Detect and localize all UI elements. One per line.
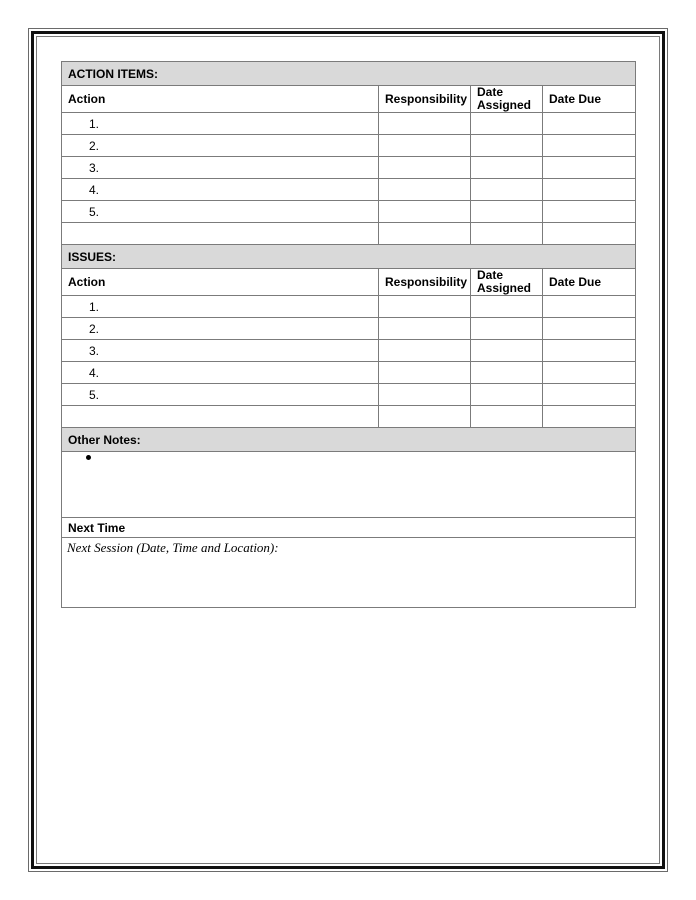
issue-date-due-cell[interactable] <box>543 296 636 318</box>
action-item-blank-cell[interactable] <box>471 223 543 245</box>
action-item-blank-row <box>62 223 636 245</box>
next-session-prompt: Next Session (Date, Time and Location): <box>67 540 279 555</box>
action-item-blank-cell[interactable] <box>62 223 379 245</box>
action-item-date-due-cell[interactable] <box>543 201 636 223</box>
date-due-column-header: Date Due <box>543 86 636 113</box>
issue-blank-cell[interactable] <box>471 406 543 428</box>
issues-date-assigned-column-header <box>471 269 543 296</box>
issues-date-assigned-line-1: Date <box>477 268 504 282</box>
action-item-date-due-cell[interactable] <box>543 157 636 179</box>
action-item-responsibility-cell[interactable] <box>379 179 471 201</box>
action-item-responsibility-cell[interactable] <box>379 157 471 179</box>
issue-date-due-cell[interactable] <box>543 362 636 384</box>
responsibility-column-header: Responsibility <box>379 86 471 113</box>
other-notes-body-row <box>62 452 636 518</box>
action-item-row <box>62 201 636 223</box>
action-item-row <box>62 113 636 135</box>
other-notes-header-row <box>62 428 636 452</box>
action-item-blank-cell[interactable] <box>543 223 636 245</box>
issue-responsibility-cell[interactable] <box>379 318 471 340</box>
issue-responsibility-cell[interactable] <box>379 340 471 362</box>
action-item-number: 3. <box>62 157 379 179</box>
action-item-date-due-cell[interactable] <box>543 113 636 135</box>
next-time-title: Next Time <box>62 518 636 538</box>
issue-date-assigned-cell[interactable] <box>471 340 543 362</box>
issues-action-column-header: Action <box>62 269 379 296</box>
action-item-responsibility-cell[interactable] <box>379 113 471 135</box>
issues-date-due-column-header: Date Due <box>543 269 636 296</box>
issue-date-due-cell[interactable] <box>543 340 636 362</box>
issues-date-assigned-line-2: Assigned <box>477 281 532 295</box>
action-item-number: 1. <box>62 113 379 135</box>
issues-responsibility-column-header: Responsibility <box>379 269 471 296</box>
issue-date-due-cell[interactable] <box>543 384 636 406</box>
action-items-column-header-row <box>62 86 636 113</box>
bullet-icon <box>86 455 91 460</box>
issues-title: ISSUES: <box>62 245 636 269</box>
issue-blank-cell[interactable] <box>543 406 636 428</box>
issue-row <box>62 296 636 318</box>
action-items-header-row <box>62 62 636 86</box>
issue-blank-cell[interactable] <box>62 406 379 428</box>
next-time-header-row <box>62 518 636 538</box>
issue-blank-cell[interactable] <box>379 406 471 428</box>
action-item-responsibility-cell[interactable] <box>379 135 471 157</box>
issue-date-due-cell[interactable] <box>543 318 636 340</box>
issue-date-assigned-cell[interactable] <box>471 318 543 340</box>
action-item-number: 5. <box>62 201 379 223</box>
date-assigned-column-header <box>471 86 543 113</box>
action-column-header: Action <box>62 86 379 113</box>
issue-responsibility-cell[interactable] <box>379 384 471 406</box>
issue-date-assigned-cell[interactable] <box>471 384 543 406</box>
issues-column-header-row <box>62 269 636 296</box>
issue-row <box>62 340 636 362</box>
action-item-date-assigned-cell[interactable] <box>471 179 543 201</box>
issue-number: 5. <box>62 384 379 406</box>
action-item-row <box>62 135 636 157</box>
action-item-number: 2. <box>62 135 379 157</box>
issue-number: 4. <box>62 362 379 384</box>
action-item-date-assigned-cell[interactable] <box>471 135 543 157</box>
issue-row <box>62 362 636 384</box>
action-item-blank-cell[interactable] <box>379 223 471 245</box>
issue-number: 3. <box>62 340 379 362</box>
action-item-date-assigned-cell[interactable] <box>471 201 543 223</box>
next-session-field[interactable] <box>62 538 636 608</box>
next-time-body-row <box>62 538 636 608</box>
action-item-date-due-cell[interactable] <box>543 179 636 201</box>
action-item-date-due-cell[interactable] <box>543 135 636 157</box>
action-item-number: 4. <box>62 179 379 201</box>
action-item-date-assigned-cell[interactable] <box>471 157 543 179</box>
date-assigned-line-2: Assigned <box>477 98 532 112</box>
meeting-minutes-form <box>61 61 636 608</box>
issue-number: 1. <box>62 296 379 318</box>
action-item-date-assigned-cell[interactable] <box>471 113 543 135</box>
issue-date-assigned-cell[interactable] <box>471 362 543 384</box>
action-item-row <box>62 157 636 179</box>
issue-blank-row <box>62 406 636 428</box>
action-item-row <box>62 179 636 201</box>
issue-date-assigned-cell[interactable] <box>471 296 543 318</box>
issue-row <box>62 318 636 340</box>
other-notes-field[interactable] <box>62 452 636 518</box>
action-item-responsibility-cell[interactable] <box>379 201 471 223</box>
issues-header-row <box>62 245 636 269</box>
issue-responsibility-cell[interactable] <box>379 362 471 384</box>
issue-number: 2. <box>62 318 379 340</box>
issue-row <box>62 384 636 406</box>
date-assigned-line-1: Date <box>477 85 504 99</box>
other-notes-title: Other Notes: <box>62 428 636 452</box>
issue-responsibility-cell[interactable] <box>379 296 471 318</box>
action-items-title: ACTION ITEMS: <box>62 62 636 86</box>
